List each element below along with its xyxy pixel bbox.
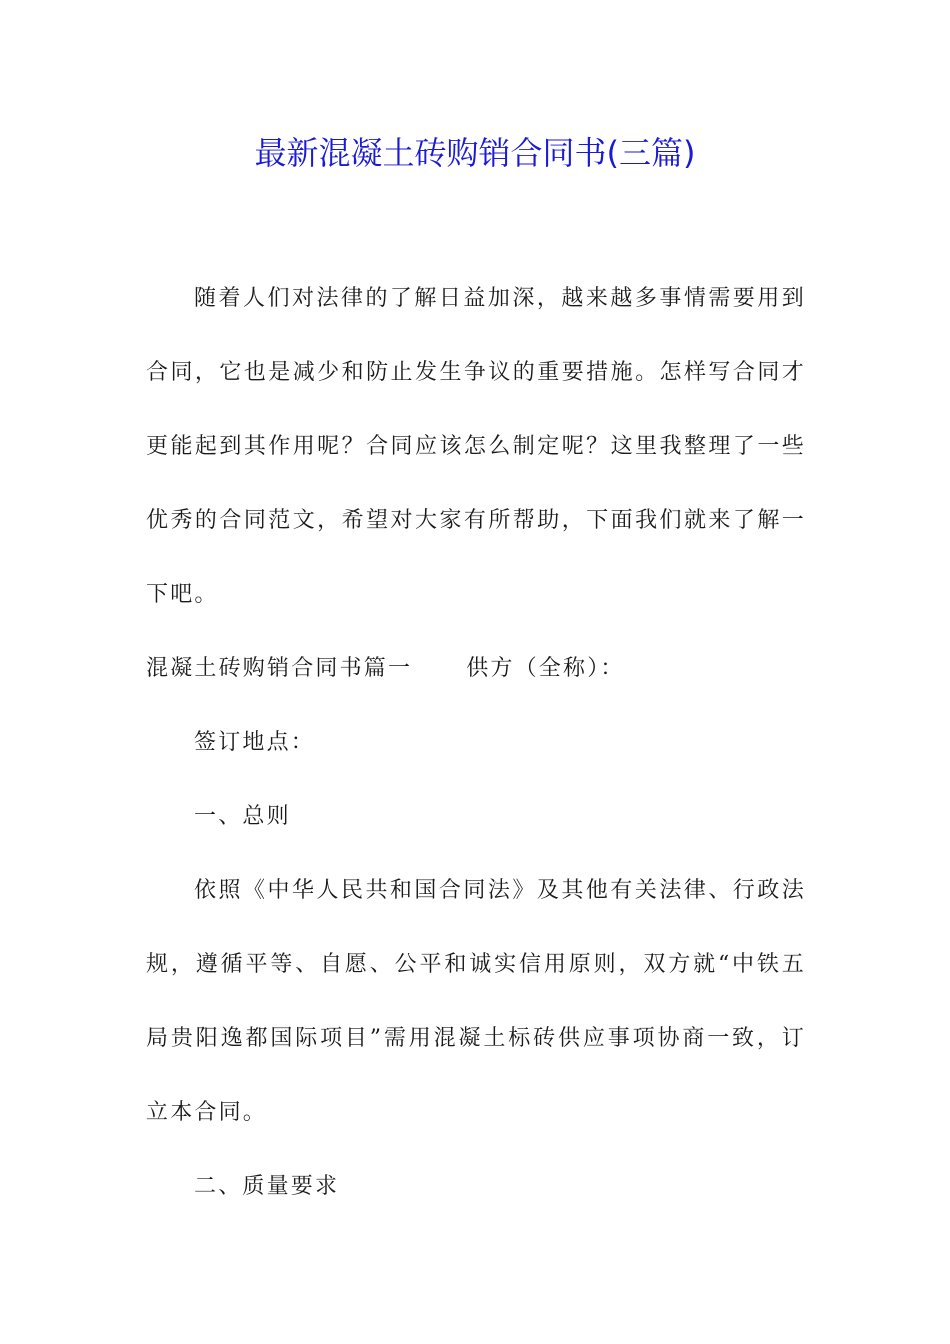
supplier-label: 供方（全称）： bbox=[466, 656, 625, 681]
sign-location: 签订地点： bbox=[194, 730, 316, 755]
document-body bbox=[146, 262, 806, 1224]
document-title: 最新混凝土砖购销合同书(三篇) bbox=[254, 134, 696, 172]
article-2-heading: 二、质量要求 bbox=[194, 1174, 340, 1199]
article-1-body: 依照《中华人民共和国合同法》及其他有关法律、行政法规，遵循平等、自愿、公平和诚实信用原则，双方就“中铁五局贵阳逸都国际项目”需用混凝土标砖供应事项协商一致，订立本合同。 bbox=[146, 878, 806, 1125]
intro-paragraph: 随着人们对法律的了解日益加深，越来越多事情需要用到合同，它也是减少和防止发生争议的重要措施。怎样写合同才更能起到其作用呢？合同应该怎么制定呢？这里我整理了一些优秀的合同范文，希望对大家有所帮助，下面我们就来了解一下吧。 bbox=[146, 286, 806, 607]
article-1-heading: 一、总则 bbox=[194, 804, 291, 829]
section-heading: 混凝土砖购销合同书篇一 bbox=[146, 656, 413, 681]
section-line bbox=[146, 632, 806, 706]
